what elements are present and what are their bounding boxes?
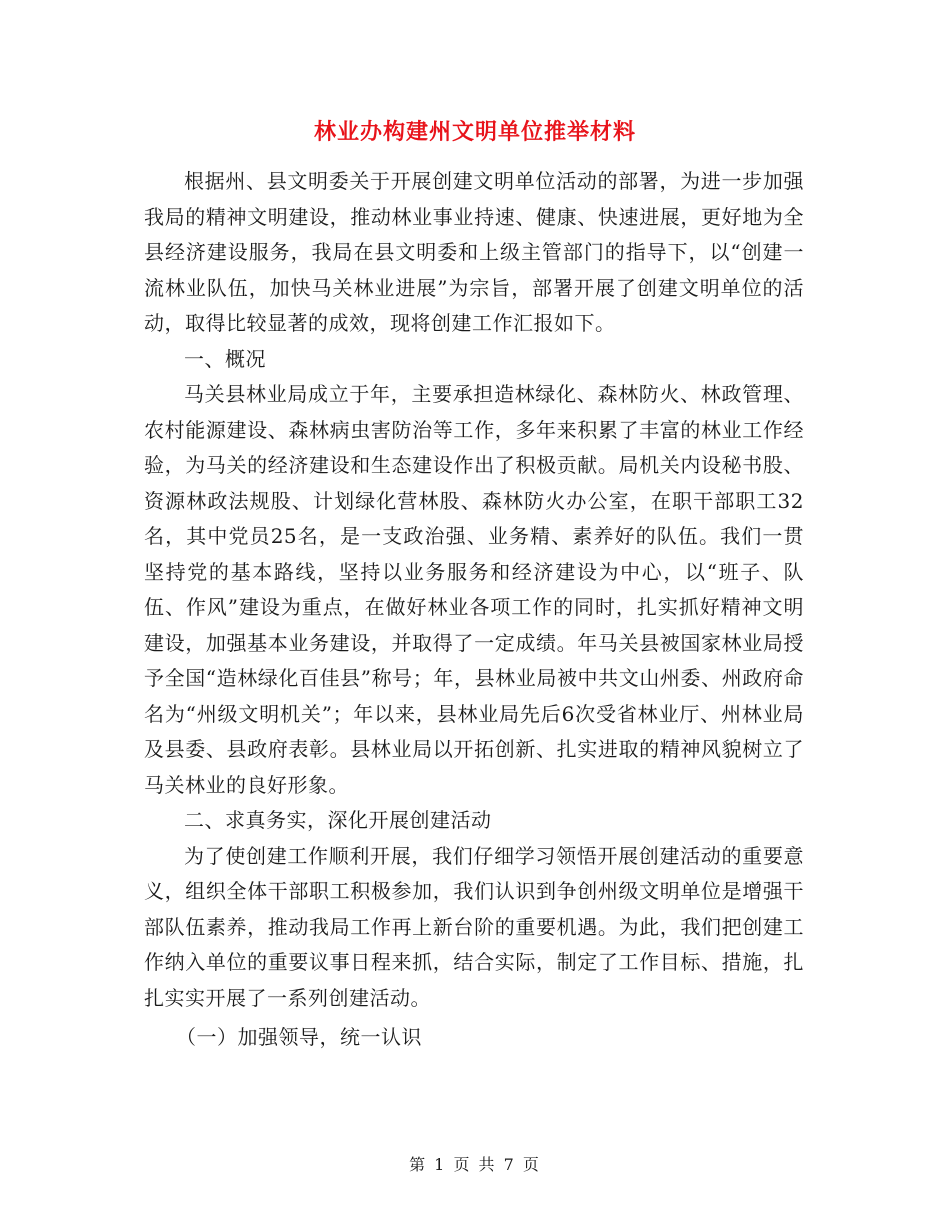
paragraph-intro: 根据州、县文明委关于开展创建文明单位活动的部署，为进一步加强我局的精神文明建设，推动林业事业持速、健康、快速进展，更好地为全县经济建设服务，我局在县文明委和上级主管部门的指导下，以“创建一流林业队伍，加快马关林业进展”为宗旨，部署开展了创建文明单位的活动，取得比较显著的成效，现将创建工作汇报如下。 <box>144 169 804 335</box>
footer-total-pages: 7 <box>503 1155 516 1174</box>
footer-page-number: 1 <box>434 1155 447 1174</box>
footer-prefix: 第 <box>409 1155 428 1174</box>
paragraph-activities: 为了使创建工作顺利开展，我们仔细学习领悟开展创建活动的重要意义，组织全体干部职工积极参加，我们认识到争创州级文明单位是增强干部队伍素养，推动我局工作再上新台阶的重要机遇。为此，我们把创建工作纳入单位的重要议事日程来抓，结合实际，制定了工作目标、措施，扎扎实实开展了一系列创建活动。 <box>144 843 804 1010</box>
subsection-heading-leadership: （一）加强领导，统一认识 <box>176 1025 422 1049</box>
footer-suffix: 页 <box>522 1155 541 1174</box>
document-title: 林业办构建州文明单位推举材料 <box>313 119 636 145</box>
section-heading-activities: 二、求真务实，深化开展创建活动 <box>184 808 492 832</box>
section-heading-overview: 一、概况 <box>184 346 266 371</box>
page-footer <box>0 1155 950 1175</box>
paragraph-overview: 马关县林业局成立于年，主要承担造林绿化、森林防火、林政管理、农村能源建设、森林病虫害防治等工作，多年来积累了丰富的林业工作经验，为马关的经济建设和生态建设作出了积极贡献。局机关内设秘书股、资源林政法规股、计划绿化营林股、森林防火办公室，在职干部职工32名，其中党员25名，是一支政治强、业务精、素养好的队伍。我们一贯坚持党的基本路线，坚持以业务服务和经济建设为中心，以“班子、队伍、作风”建设为重点，在做好林业各项工作的同时，扎实抓好精神文明建设，加强基本业务建设，并取得了一定成绩。年马关县被国家林业局授予全国“造林绿化百佳县”称号；年，县林业局被中共文山州委、州政府命名为“州级文明机关”；年以来，县林业局先后6次受省林业厅、州林业局及县委、县政府表彰。县林业局以开拓创新、扎实进取的精神风貌树立了马关林业的良好形象。 <box>144 382 804 797</box>
footer-middle: 页 共 <box>453 1155 497 1174</box>
document-body <box>144 164 804 1056</box>
